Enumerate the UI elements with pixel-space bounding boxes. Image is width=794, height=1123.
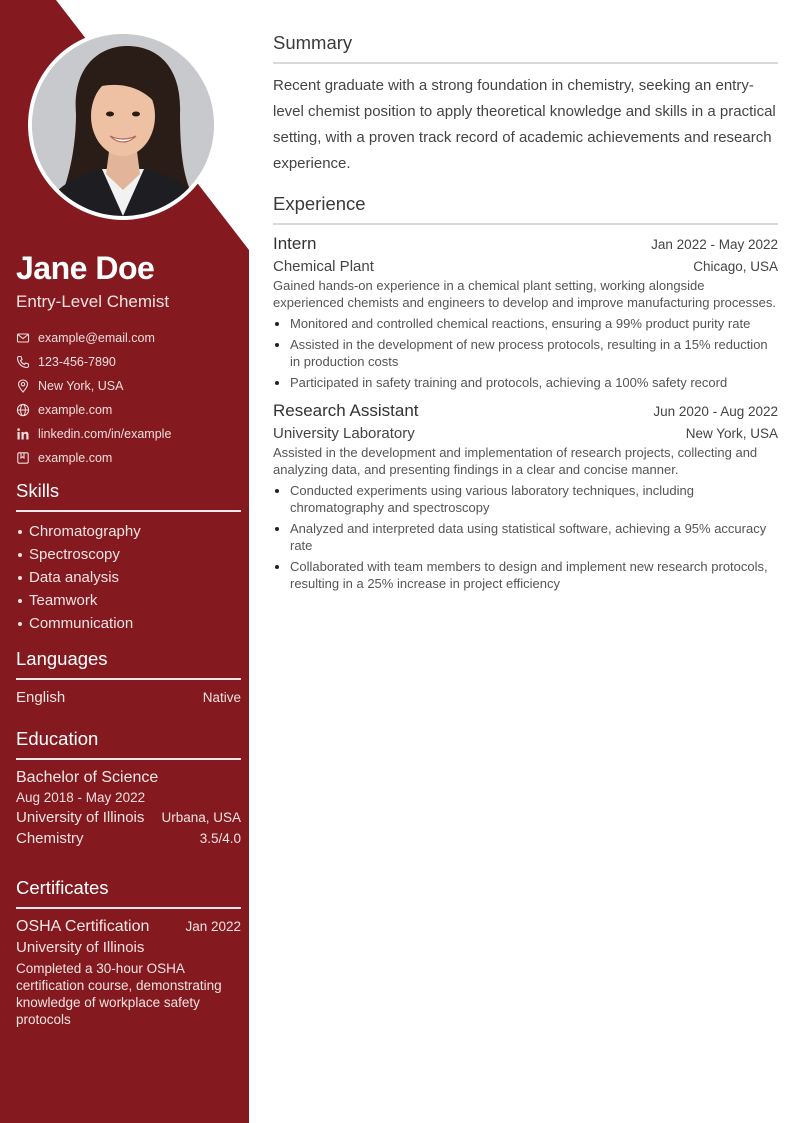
job-location: Chicago, USA [693,259,778,274]
summary-heading: Summary [273,32,778,64]
job-title: Research Assistant [273,401,419,420]
certificates-heading: Certificates [16,877,241,909]
bullet-dot [273,520,290,554]
bullet-dot [273,315,290,332]
candidate-title: Entry-Level Chemist [16,292,170,311]
location-icon [16,379,30,393]
skill-item [16,520,241,543]
job-company: Chemical Plant [273,258,374,275]
job-bullet [273,336,778,370]
job-entry [273,234,778,391]
education-heading: Education [16,728,241,760]
job-bullet-text: Participated in safety training and protocols, achieving a 100% safety record [290,375,728,390]
job-bullet [273,482,778,516]
contact-linkedin[interactable] [16,422,242,446]
job-location: New York, USA [685,426,778,441]
certificate-description: Completed a 30-hour OSHA certification course, demonstrating knowledge of workplace safety protocols [16,961,222,1027]
contact-portfolio[interactable] [16,446,242,470]
education-school: University of Illinois [16,809,145,826]
language-row [16,689,241,706]
summary-section [273,32,778,177]
skill-item [16,612,241,635]
candidate-name: Jane Doe [16,250,155,286]
education-degree: Bachelor of Science [16,769,159,786]
contact-portfolio-text: example.com [38,451,113,465]
job-bullet [273,520,778,554]
language-level: Native [202,690,241,705]
contact-phone[interactable] [16,350,242,374]
bullet-dot [18,622,22,626]
contact-location [16,374,242,398]
skill-label: Chromatography [29,523,141,540]
portrait-photo [32,34,214,216]
bullet-dot [18,553,22,557]
skill-label: Teamwork [29,592,98,609]
contact-linkedin-text: linkedin.com/in/example [38,427,172,441]
education-gpa: 3.5/4.0 [199,831,241,846]
contact-location-text: New York, USA [38,379,124,393]
education-school-row [16,809,241,826]
skill-label: Communication [29,615,134,632]
experience-heading: Experience [273,193,778,225]
job-bullet [273,374,778,391]
bullet-dot [273,558,290,592]
job-header [273,234,778,254]
job-bullet-text: Monitored and controlled chemical reactions, ensuring a 99% product purity rate [290,316,751,331]
job-header [273,401,778,421]
summary-text: Recent graduate with a strong foundation in chemistry, seeking an entry-level chemist position to apply theoretical knowledge and skills in a practical setting, with a proven track record of academic achievements and research experience. [273,77,776,172]
education-dates: Aug 2018 - May 2022 [16,790,146,805]
job-bullet [273,315,778,332]
skill-item [16,543,241,566]
certificate-name: OSHA Certification [16,918,150,935]
bookmark-icon [16,451,30,465]
contact-phone-text: 123-456-7890 [38,355,116,369]
bullet-dot [273,482,290,516]
job-bullet-text: Assisted in the development of new process protocols, resulting in a 15% reduction in production costs [290,337,768,369]
job-bullets [273,315,778,391]
certificate-row [16,918,241,936]
contact-website[interactable] [16,398,242,422]
skills-section [16,480,241,635]
bullet-dot [273,374,290,391]
certificate-date: Jan 2022 [185,919,241,934]
bullet-dot [18,599,22,603]
job-bullet-text: Conducted experiments using various laboratory techniques, including chromatography and spectroscopy [290,483,694,515]
skill-item [16,589,241,612]
contact-email[interactable] [16,326,242,350]
sidebar [0,0,249,1123]
job-company: University Laboratory [273,425,415,442]
job-description: Gained hands-on experience in a chemical plant setting, working alongside experienced chemists and engineers to develop and improve manufacturing processes. [273,278,776,310]
job-title: Intern [273,234,317,253]
bullet-dot [18,530,22,534]
job-company-row [273,425,778,442]
contact-website-text: example.com [38,403,113,417]
job-bullet-text: Analyzed and interpreted data using statistical software, achieving a 95% accuracy rate [290,521,767,553]
phone-icon [16,355,30,369]
skills-list [16,520,241,635]
job-entry [273,401,778,592]
education-field: Chemistry [16,830,84,847]
education-section [16,728,241,847]
job-bullets [273,482,778,592]
contact-email-text: example@email.com [38,331,155,345]
skill-label: Data analysis [29,569,120,586]
language-name: English [16,689,66,706]
mail-icon [16,331,30,345]
globe-icon [16,403,30,417]
job-company-row [273,258,778,275]
job-description: Assisted in the development and implementation of research projects, collecting and analyzing data, and presenting findings in a clear and concise manner. [273,445,758,477]
certificates-section [16,877,241,1028]
education-location: Urbana, USA [161,810,241,825]
job-dates: Jun 2020 - Aug 2022 [653,404,778,419]
linkedin-icon [16,427,30,441]
profile-photo [28,30,218,220]
education-field-row [16,830,241,847]
skill-label: Spectroscopy [29,546,120,563]
skills-heading: Skills [16,480,241,512]
bullet-dot [273,336,290,370]
languages-section [16,648,241,706]
contact-list [16,326,242,470]
experience-section [273,193,778,596]
skill-item [16,566,241,589]
job-dates: Jan 2022 - May 2022 [651,237,778,252]
bullet-dot [18,576,22,580]
certificate-issuer: University of Illinois [16,939,145,956]
job-bullet-text: Collaborated with team members to design and implement new research protocols, resulting in a 25% increase in project efficiency [290,559,768,591]
job-bullet [273,558,778,592]
languages-heading: Languages [16,648,241,680]
